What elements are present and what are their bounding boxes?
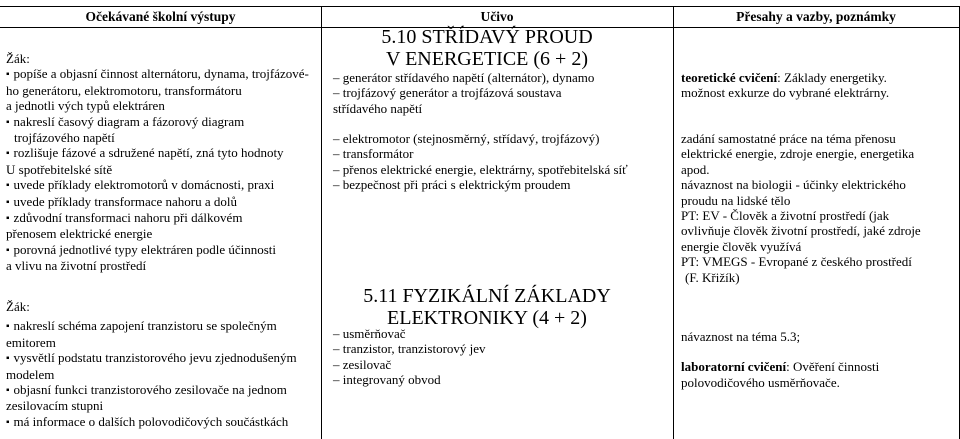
header-notes: Přesahy a vazby, poznámky (736, 9, 896, 24)
note-line: apod. (681, 161, 710, 177)
outcome-item: ▪ nakreslí časový diagram a fázorový diagram (6, 113, 245, 129)
header-content: Učivo (480, 9, 514, 24)
outcome-item: ▪ porovná jednotlivé typy elektráren podle účinnosti (6, 241, 277, 257)
bullet-icon: ▪ (6, 321, 10, 333)
section-5-10-title (321, 26, 653, 70)
section-5-10-content-b (333, 131, 671, 193)
bullet-icon: ▪ (6, 148, 10, 160)
note-line: elektrické energie, zdroje energie, energetika (681, 146, 915, 162)
bullet-icon: ▪ (6, 416, 10, 428)
note-line: návaznost na téma 5.3; (681, 329, 801, 344)
outcome-item-cont: zesilovacím stupni (6, 398, 104, 414)
bullet-icon: ▪ (6, 385, 10, 397)
bullet-icon: ▪ (6, 116, 10, 128)
outcome-item: ▪ popíše a objasní činnost alternátoru, dynama, trojfázové- (6, 66, 309, 82)
bullet-icon: ▪ (6, 353, 10, 365)
outcome-item-cont: emitorem (6, 334, 56, 350)
content-item: – elektromotor (stejnosměrný, střídavý, trojfázový) (333, 131, 600, 146)
note-line: proudu na lidské tělo (681, 192, 791, 208)
bullet-icon: ▪ (6, 244, 10, 256)
section-5-11-title-line1: 5.11 FYZIKÁLNÍ ZÁKLADY (363, 285, 611, 307)
section-5-10-title-line1: 5.10 STŘÍDAVÝ PROUD (381, 26, 593, 48)
note-line: zadání samostatné práce na téma přenosu (681, 131, 896, 146)
content-item: – tranzistor, tranzistorový jev (333, 341, 486, 357)
outcome-item-cont: U spotřebitelské sítě (6, 161, 113, 177)
section-5-11-outcomes (6, 299, 320, 430)
section-5-11-title-line2: ELEKTRONIKY (4 + 2) (387, 307, 587, 329)
content-item: – zesilovač (333, 356, 392, 372)
outcome-item: ▪ zdůvodní transformaci nahoru při dálkovém (6, 210, 243, 226)
outcome-item-cont: ho generátoru, elektromotoru, transformátoru (6, 82, 242, 98)
outcome-item: ▪ rozlišuje fázové a sdružené napětí, zná tyto hodnoty (6, 145, 284, 161)
bullet-icon: ▪ (6, 213, 10, 225)
zak-label: Žák: (6, 51, 30, 66)
outcome-item-cont: a vlivu na životní prostředí (6, 258, 147, 274)
outcome-item-cont: modelem (6, 366, 55, 382)
note-line: PT: EV - Člověk a životní prostředí (jak (681, 208, 890, 224)
section-5-10-outcomes (6, 51, 320, 274)
note-line: možnost exkurze do vybrané elektrárny. (681, 85, 890, 101)
note-line: laboratorní cvičení: Ověření činnosti (681, 359, 880, 375)
outcome-item: ▪ vysvětlí podstatu tranzistorového jevu zjednodušeným (6, 350, 297, 366)
note-line: návaznost na biologii - účinky elektrického (681, 177, 906, 193)
content-item: – integrovaný obvod (333, 372, 441, 388)
outcome-item-cont: trojfázového napětí (14, 130, 115, 146)
zak-label: Žák: (6, 299, 30, 314)
outcome-item: ▪ objasní funkci tranzistorového zesilovače na jednom (6, 382, 287, 398)
note-line: (F. Křižík) (685, 269, 740, 285)
content-item: – usměrňovač (333, 326, 406, 341)
content-item: – trojfázový generátor a trojfázová soustava (333, 85, 562, 101)
content-item-cont: střídavého napětí (333, 100, 423, 116)
note-line: PT: VMEGS - Evropané z českého prostředí (681, 254, 912, 270)
table-top-border (0, 6, 960, 7)
content-item: – generátor střídavého napětí (alternátor), dynamo (333, 70, 595, 85)
section-5-11-notes (681, 329, 957, 390)
note-line: energie člověk využívá (681, 238, 802, 254)
section-5-11-content (333, 326, 671, 388)
section-5-10-notes-b (681, 131, 957, 285)
column-divider-2 (673, 6, 674, 439)
bullet-icon: ▪ (6, 69, 10, 81)
header-outcomes: Očekávané školní výstupy (85, 9, 236, 24)
outcome-item-cont: přenosem elektrické energie (6, 226, 153, 242)
outcome-item-cont: a jednotli vých typů elektráren (6, 98, 165, 114)
outcome-item: ▪ má informace o dalších polovodičových součástkách (6, 413, 289, 429)
bullet-icon: ▪ (6, 180, 10, 192)
section-5-10-title-line2: V ENERGETICE (6 + 2) (386, 48, 588, 70)
outcome-item: ▪ uvede příklady elektromotorů v domácnosti, praxi (6, 177, 275, 193)
outcome-item: ▪ uvede příklady transformace nahoru a dolů (6, 193, 237, 209)
lab-exercise-label: laboratorní cvičení (681, 359, 787, 375)
column-divider-1 (321, 6, 322, 439)
note-line: teoretické cvičení: Základy energetiky. (681, 70, 887, 85)
theory-exercise-label: teoretické cvičení (681, 70, 778, 85)
section-5-10-notes-a (681, 70, 957, 101)
section-5-10-content-a (333, 70, 671, 116)
note-line: ovlivňuje člověk životní prostředí, jaké zdroje (681, 223, 921, 239)
content-item: – bezpečnost při práci s elektrickým proudem (333, 177, 571, 193)
outcome-item: ▪ nakreslí schéma zapojení tranzistoru se společným (6, 318, 277, 334)
content-item: – transformátor (333, 146, 414, 162)
note-line: polovodičového usměrňovače. (681, 374, 840, 390)
content-item: – přenos elektrické energie, elektrárny, spotřebitelská síť (333, 161, 628, 177)
bullet-icon: ▪ (6, 196, 10, 208)
section-5-11-title (321, 285, 653, 329)
